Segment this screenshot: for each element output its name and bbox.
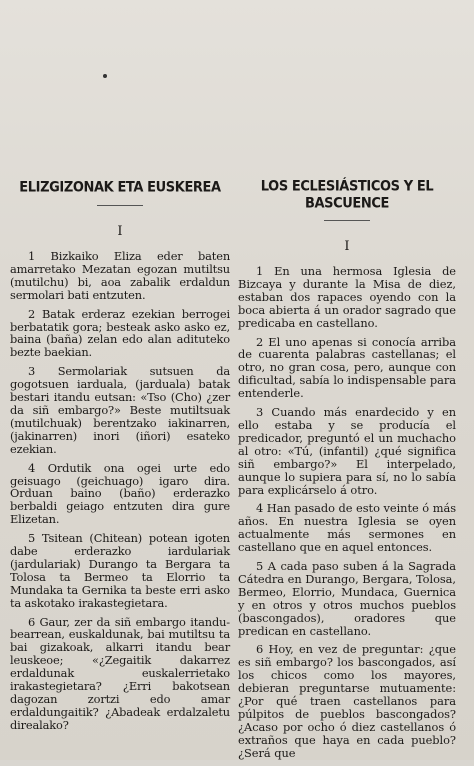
section-numeral: I [117,224,123,239]
spanish-title: LOS ECLESIÁSTICOS Y EL BASCUENCE [260,178,434,212]
basque-column [10,180,230,738]
title-rule [97,205,143,206]
paragraph: 2 Batak erderaz ezekian berrogei berbatatik gora; besteak asko asko ez, baina (baña) zelan edo alan adituteko bezte baekian. [10,306,230,360]
paragraph: 5 A cada paso suben á la Sagrada Cátedra en Durango, Bergara, Tolosa, Bermeo, Elorrio, Mundaca, Guernica y en otros y otros muchos pueblos (bascongados), oradores que predican en castellano. [238,559,456,638]
paragraph: 6 Hoy, en vez de preguntar: ¿que es siñ embargo? los bascongados, así los chicos como los mayores, debieran preguntarse mutuamente: ¿Por qué traen castellanos para púlpitos de pueblos bascongados? ¿Acaso por ocho ó diez castellanos ó extraños que haya en cada pueblo? ¿Será que [238,642,456,760]
paragraph: 4 Han pasado de esto veinte ó más años. En nuestra Iglesia se oyen actualmente más sermones en castellano que en aquel entonces. [238,501,456,555]
paragraph: 4 Ordutik ona ogei urte edo geisuago (geichuago) igaro dira. Orduan baino (baño) erderazko berbaldi geiago entzuten dira gure Elizetan. [10,460,230,527]
section-numeral: I [344,239,350,254]
paragraph: 3 Cuando más enardecido y en ello estaba y se producía el predicador, preguntó el un muchacho al otro: «Tú, (infantil) ¿qué significa siñ embargo?» El interpelado, aunque lo supiera para sí, no lo sabía para explicárselo á otro. [238,405,456,497]
paragraph: 1 En una hermosa Iglesia de Bizcaya y durante la Misa de diez, estaban dos rapaces oyendo con la boca abierta á un orador sagrado que predicaba en castellano. [238,264,456,330]
paragraph: 1 Bizkaiko Eliza eder baten amarretako Mezatan egozan mutiltsu (mutilchu) bi, aoa zabalik erdaldun sermolari bati entzuten. [10,249,230,302]
basque-title: ELIZGIZONAK ETA EUSKEREA [19,179,221,196]
spanish-column [238,180,456,766]
ink-speck [103,74,107,78]
paragraph: 2 El uno apenas si conocía arriba de cuarenta palabras castellanas; el otro, no gran cosa, pero, aunque con dificultad, sabía lo indispensable para entenderle. [238,334,456,401]
paragraph: 6 Gaur, zer da siñ embargo itandu-bearrean, euskaldunak, bai mutiltsu ta bai gizakoak, alkarri itandu bear leuskeoe; «¿Zegaitik dakarrez erdaldunak euskalerrietako irakastegietara? ¿Erri bakotsean dagozan zortzi edo amar erdaldungaitik? ¿Abadeak erdalzaletu direalako? [10,614,230,732]
title-rule [324,220,370,221]
paragraph: 5 Tsitean (Chitean) potean igoten dabe erderazko iardulariak (jardulariak) Durango ta Bergara ta Tolosa ta Bermeo ta Elorrio ta Mundaka ta Gernika ta beste erri asko ta askotako irakastegietara. [10,531,230,610]
paragraph: 3 Sermolariak sutsuen da gogotsuen iarduala, (jarduala) batak bestari itandu eutsan: «Tso (Cho) ¿zer da siñ embargo?» Beste mutiltsuak (mutilchuak) berentzako iakinarren, (jakinarren) inori (iñori) esateko ezekian. [10,364,230,456]
